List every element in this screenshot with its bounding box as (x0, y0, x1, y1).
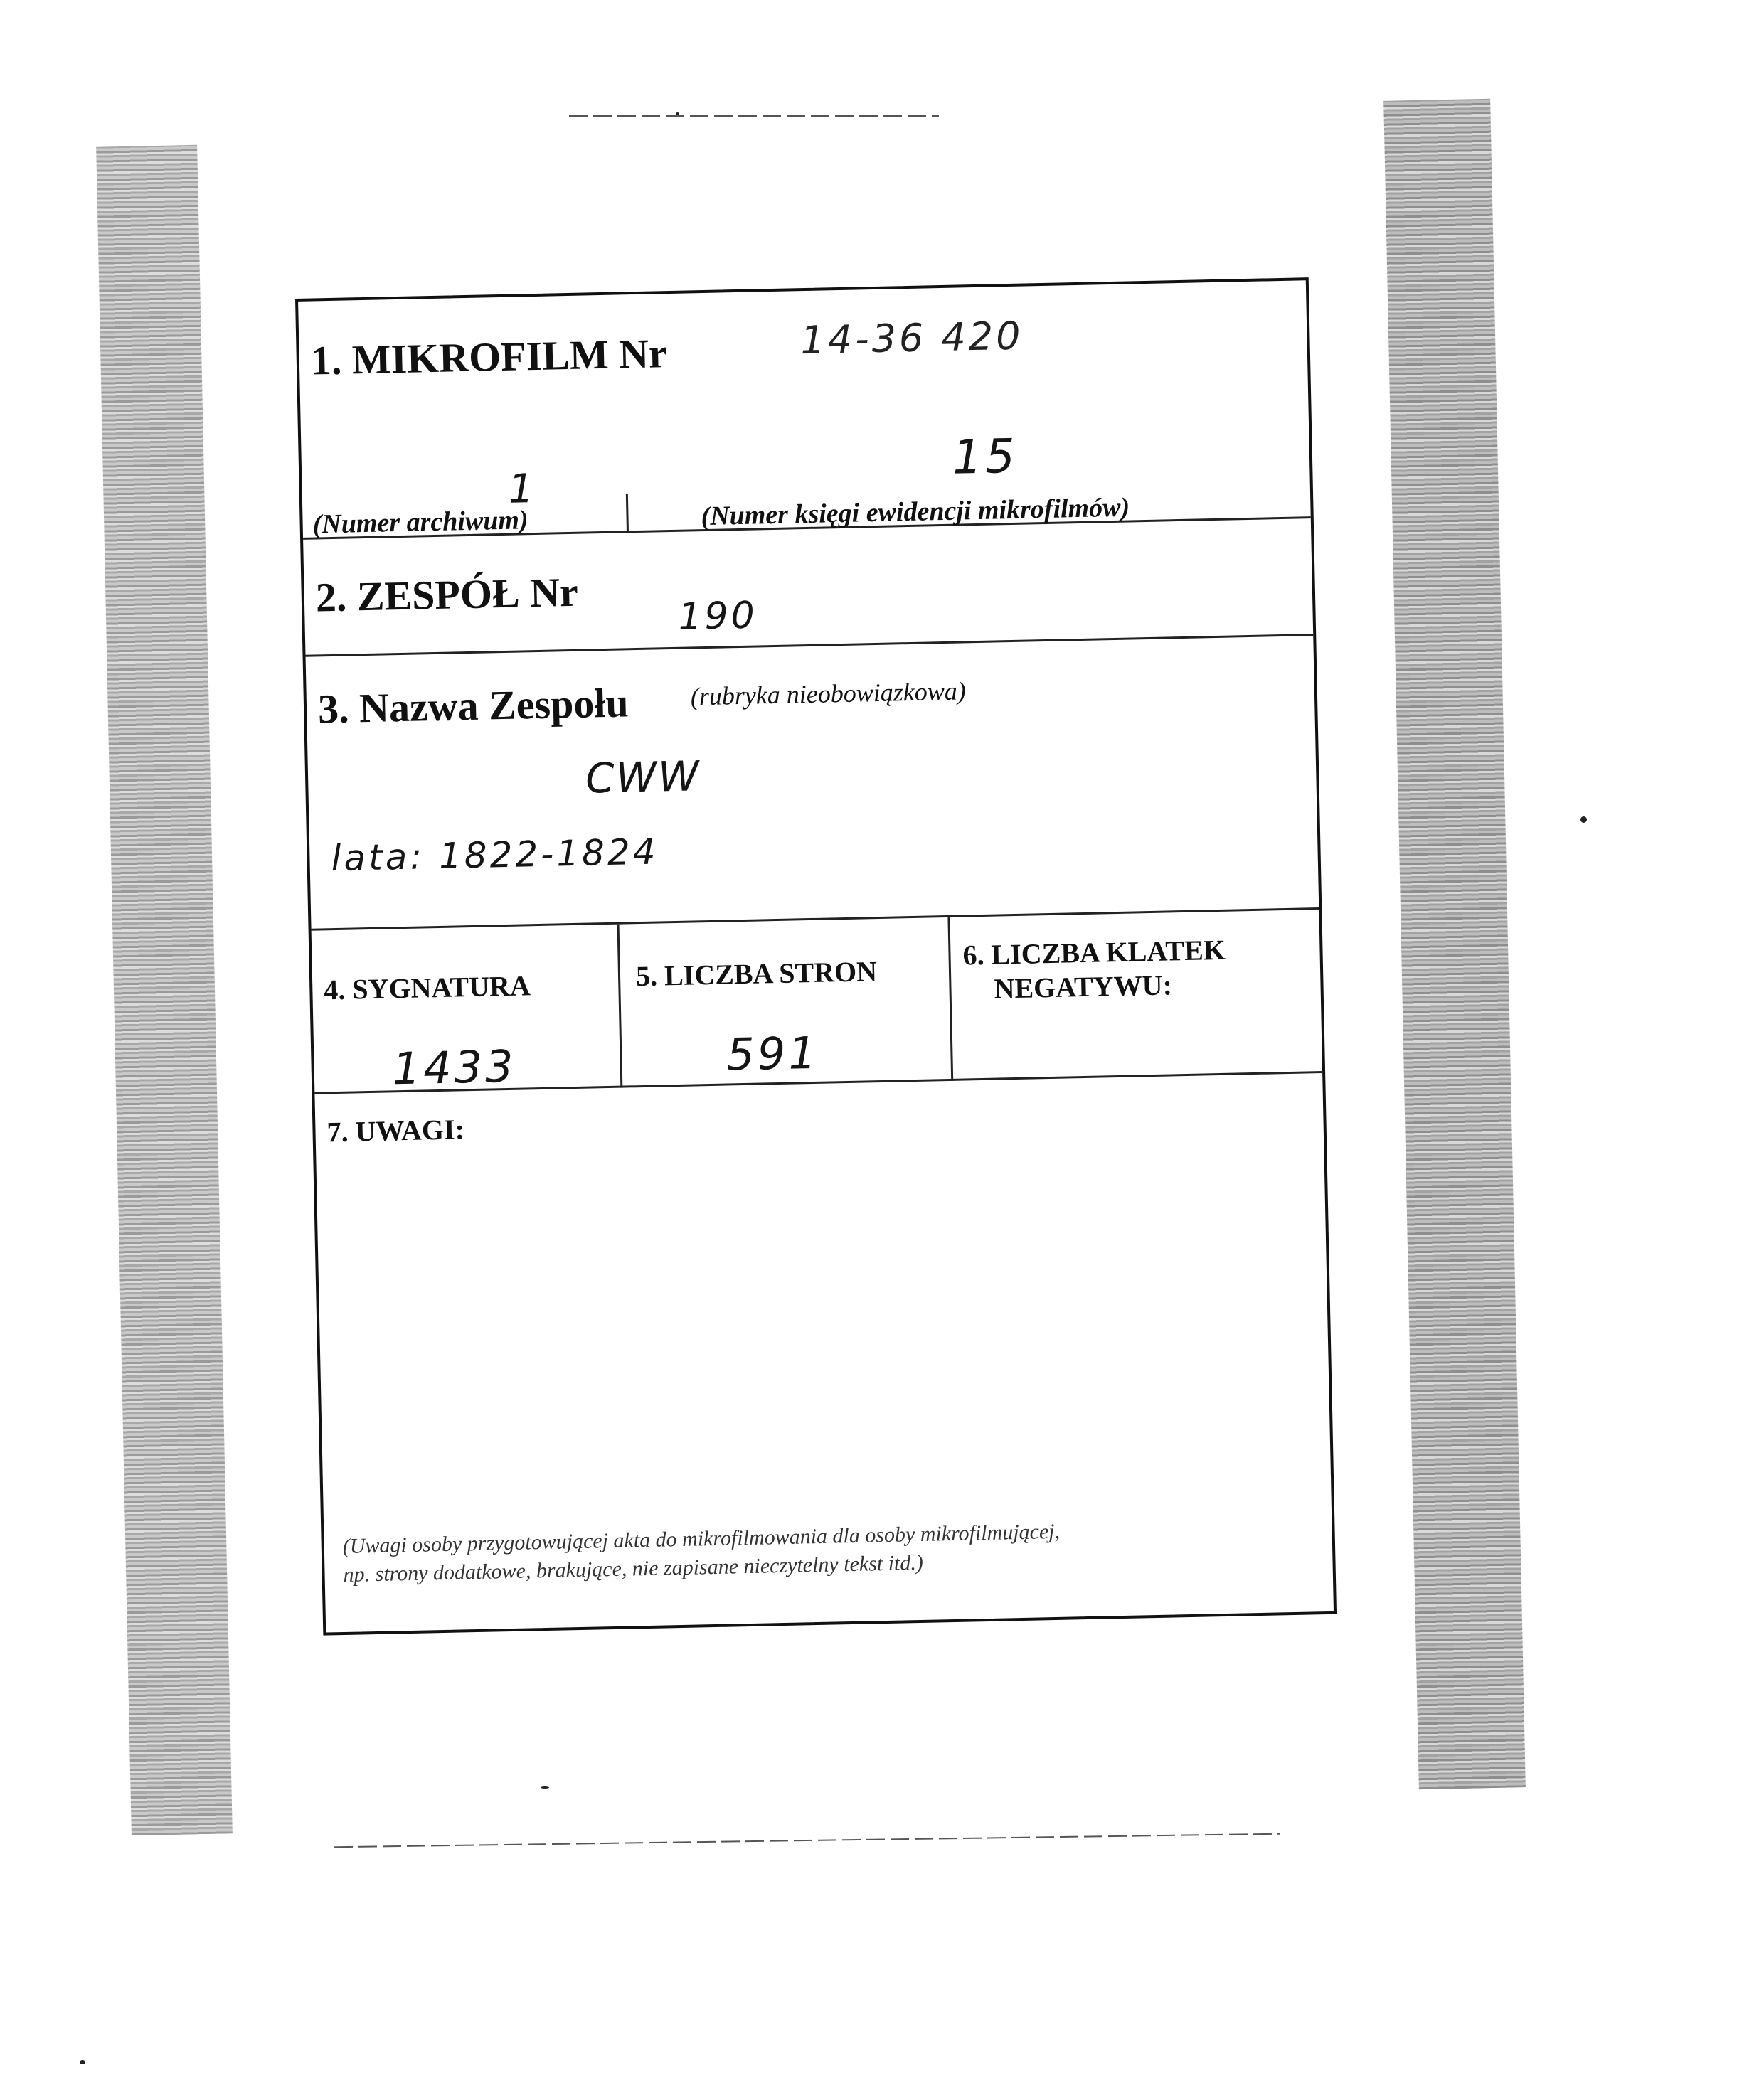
fonds-name-optional-note: (rubryka nieobowiązkowa) (690, 676, 967, 711)
microfilm-form-card (295, 277, 1337, 1635)
column-divider (947, 917, 953, 1081)
signature-value: 1433 (391, 1040, 517, 1095)
scan-speck (541, 1786, 549, 1789)
scan-dashed-line (334, 1833, 1280, 1848)
scan-speck (1580, 816, 1587, 823)
archive-number-caption: (Numer archiwum) (312, 505, 529, 540)
fonds-name-value: CWW (585, 752, 701, 803)
caption-divider (626, 494, 629, 533)
remarks-label: 7. UWAGI: (326, 1113, 465, 1149)
archive-number-value: 1 (508, 465, 537, 513)
remarks-footnote-line1: (Uwagi osoby przygotowującej akta do mikrofilmowania dla osoby mikrofilmującej, (342, 1519, 1061, 1558)
fonds-name-section (306, 636, 1319, 931)
negative-frames-label-line2: NEGATYWU: (994, 969, 1173, 1005)
negative-frames-label-line1: 6. LICZBA KLATEK (962, 933, 1226, 971)
ledger-number-value: 15 (952, 428, 1019, 485)
fonds-number-value: 190 (677, 594, 758, 639)
page-count-value: 591 (726, 1026, 820, 1081)
fonds-number-label: 2. ZESPÓŁ Nr (315, 568, 579, 621)
microfilm-number-label: 1. MIKROFILM Nr (310, 330, 668, 384)
remarks-footnote-line2: np. strony dodatkowe, brakujące, nie zapisane nieczytelny tekst itd.) (343, 1550, 924, 1587)
signature-label: 4. SYGNATURA (323, 969, 531, 1006)
page-count-label: 5. LICZBA STRON (635, 955, 878, 993)
fonds-name-label: 3. Nazwa Zespołu (317, 679, 629, 732)
microfilm-number-value: 14-36 420 (799, 313, 1024, 363)
column-divider (617, 925, 623, 1088)
scan-speck (80, 2060, 85, 2064)
scan-dashed-line (569, 115, 939, 117)
remarks-section (314, 1073, 1334, 1639)
fonds-years-value: lata: 1822-1824 (330, 831, 659, 880)
microfilm-number-section (298, 280, 1311, 540)
scan-edge-left (96, 145, 233, 1835)
ledger-number-caption: (Numer księgi ewidencji mikrofilmów) (701, 492, 1130, 532)
fonds-number-section (303, 518, 1313, 657)
scan-edge-right (1383, 99, 1526, 1790)
details-row (312, 910, 1323, 1094)
